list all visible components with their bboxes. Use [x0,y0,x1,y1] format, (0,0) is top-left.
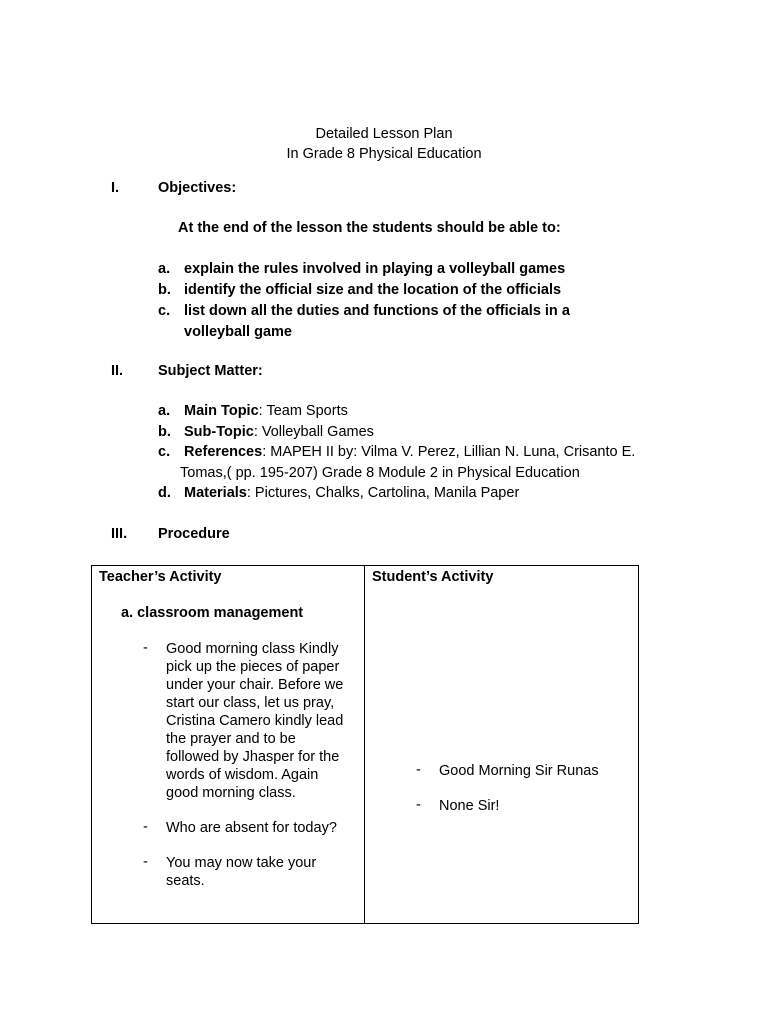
subject-item-materials [184,485,519,501]
student-activity-cell [365,566,639,924]
teacher-item-greeting [166,640,343,802]
teacher-bullet-dash: - [143,819,148,835]
teacher-line: words of wisdom. Again [166,767,319,783]
objective-item-c: list down all the duties and functions of the officials in a [184,303,570,319]
objective-item-c-continued: volleyball game [184,324,292,340]
student-item-greeting: Good Morning Sir Runas [439,763,599,779]
objectives-numeral: I. [111,180,120,196]
teacher-item-absent [166,819,337,837]
teacher-bullet-dash: - [143,854,148,870]
document-title: Detailed Lesson Plan [315,126,453,142]
teacher-line: Cristina Camero kindly lead [166,713,344,729]
subject-letter-c: c. [158,444,171,460]
student-bullet-dash: - [416,797,421,813]
teacher-line: followed by Jhasper for the [166,749,340,765]
subject-numeral: II. [111,363,124,379]
subject-letter-b: b. [158,424,171,440]
main-topic-value: : Team Sports [258,403,348,419]
materials-label: Materials [184,485,247,501]
teacher-item-seats [166,854,316,890]
teacher-line: under your chair. Before we [166,677,344,693]
references-continued: Tomas,( pp. 195-207) Grade 8 Module 2 in Physical Education [180,465,580,481]
subject-item-main-topic [184,403,348,419]
sub-topic-label: Sub-Topic [184,424,254,440]
main-topic-label: Main Topic [184,403,259,419]
subject-item-sub-topic [184,424,374,440]
student-bullet-dash: - [416,762,421,778]
subject-item-references [184,444,635,460]
procedure-table [91,565,639,924]
references-label: References [184,444,263,460]
procedure-numeral: III. [111,526,128,542]
student-activity-header: Student’s Activity [372,569,494,585]
subject-heading: Subject Matter: [158,363,263,379]
teacher-line: Who are absent for today? [166,820,337,836]
objective-letter-b: b. [158,282,171,298]
sub-topic-value: : Volleyball Games [253,424,374,440]
teacher-bullet-dash: - [143,640,148,656]
teacher-activity-header: Teacher’s Activity [99,569,222,585]
subject-letter-d: d. [158,485,171,501]
teacher-line: pick up the pieces of paper [166,659,340,675]
subject-letter-a: a. [158,403,171,419]
teacher-line: good morning class. [166,785,296,801]
materials-value: : Pictures, Chalks, Cartolina, Manila Paper [246,485,520,501]
teacher-line: seats. [166,873,205,889]
teacher-line: You may now take your [166,855,317,871]
teacher-line: start our class, let us pray, [166,695,335,711]
student-item-none: None Sir! [439,798,500,814]
objective-item-a: explain the rules involved in playing a volleyball games [184,261,566,277]
teacher-line: Good morning class Kindly [166,641,339,657]
objectives-heading: Objectives: [158,180,237,196]
objective-letter-c: c. [158,303,171,319]
teacher-activity-cell [92,566,365,924]
classroom-management-heading: a. classroom management [121,605,304,621]
objectives-intro: At the end of the lesson the students should be able to: [178,220,561,236]
document-subtitle: In Grade 8 Physical Education [286,146,482,162]
procedure-heading: Procedure [158,526,230,542]
objective-item-b: identify the official size and the location of the officials [184,282,562,298]
objective-letter-a: a. [158,261,171,277]
teacher-line: the prayer and to be [166,731,296,747]
references-value: : MAPEH II by: Vilma V. Perez, Lillian N. Luna, Crisanto E. [262,444,636,460]
